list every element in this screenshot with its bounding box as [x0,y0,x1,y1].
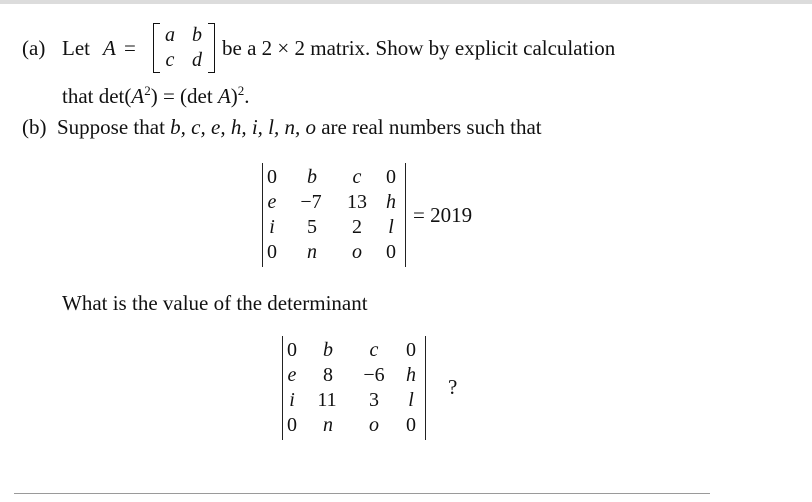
det1-cell: o [352,241,362,263]
line2-close: ) [230,84,238,108]
det2-cell: 0 [406,414,416,436]
part-b-vars: b, c, e, h, i, l, n, o [170,115,316,139]
det1-cell: −7 [300,191,322,213]
matrix-A-cell: b [192,24,202,46]
det2-cell: h [406,364,416,386]
det2-cell: e [287,364,297,386]
det1-cell: e [267,191,277,213]
matrix-A-cell: d [192,49,202,71]
question-mark: ? [448,375,458,399]
det1-cell: b [307,166,317,188]
det2-cell: c [369,339,379,361]
part-a-let: Let [62,36,90,60]
det1-cell: l [388,216,394,238]
matrix-A [153,23,215,73]
line2-sup: 2 [144,83,151,98]
det2-cell: 0 [287,339,297,361]
det1-cell: i [269,216,275,238]
line2-sup2: 2 [237,83,245,98]
top-divider [0,0,812,4]
det2-cell: i [289,389,295,411]
part-a-var-A: A [103,36,116,60]
matrix-A-cell: a [165,24,175,46]
det2-cell: l [408,389,414,411]
det1-cell: 0 [267,166,277,188]
det1-cell: 0 [386,241,396,263]
determinant-value: = 2019 [413,203,473,227]
question-text: What is the value of the determinant [62,291,368,315]
det1-cell: 0 [386,166,396,188]
part-a-label: (a) [22,36,46,60]
determinant-given [262,163,406,267]
line2-end: . [244,84,250,108]
det2-cell: 11 [317,389,337,411]
line2-mid: ) = (det [150,84,218,108]
det2-cell: 0 [287,414,297,436]
det1-cell: c [352,166,362,188]
matrix-A-cell: c [165,49,175,71]
det2-cell: b [323,339,333,361]
det1-cell: 2 [352,216,362,238]
det2-cell: n [323,414,333,436]
determinant-asked [282,336,426,440]
det2-cell: 3 [369,389,379,411]
det2-cell: −6 [363,364,385,386]
part-a-line2 [62,78,250,109]
det1-cell: n [307,241,317,263]
det2-cell: 0 [406,339,416,361]
part-b-label: (b) [22,115,47,139]
part-a-equals: = [124,36,136,60]
line2-base: A [131,84,145,108]
det2-cell: 8 [323,364,333,386]
line2-var: A [217,84,231,108]
det1-cell: 5 [307,216,317,238]
det1-cell: 13 [347,191,367,213]
part-a-rest: be a 2 × 2 matrix. Show by explicit calculation [222,36,616,60]
part-b-intro [22,114,542,140]
det1-cell: 0 [267,241,277,263]
det1-cell: h [386,191,396,213]
line2-prefix: that det( [62,84,132,108]
part-b-intro-suffix: are real numbers such that [321,115,542,139]
bottom-divider [14,493,710,494]
part-b-intro-prefix: Suppose that [57,115,165,139]
det2-cell: o [369,414,379,436]
